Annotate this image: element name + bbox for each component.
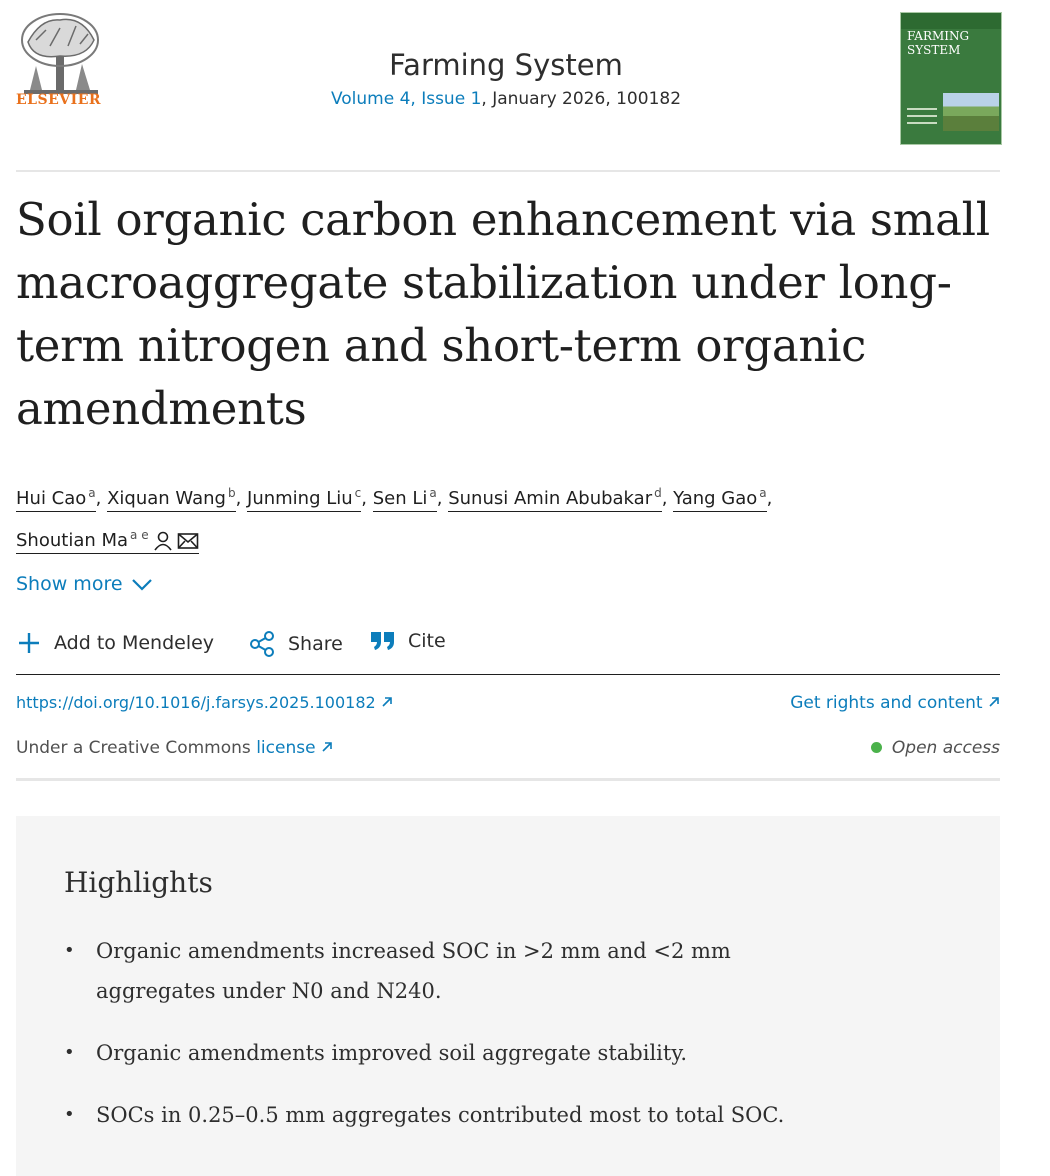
issue-date-number: , January 2026, 100182 xyxy=(481,89,682,109)
license-row xyxy=(16,738,1000,781)
journal-cover-image[interactable] xyxy=(900,12,1002,145)
license-link[interactable]: license xyxy=(256,738,333,758)
highlights-section xyxy=(16,816,1000,1176)
author-link[interactable]: Yang Gao $^a$ xyxy=(673,488,766,512)
doi-link[interactable]: https://doi.org/10.1016/j.farsys.2025.100182 xyxy=(16,693,393,712)
journal-header xyxy=(16,0,1000,172)
cover-text-lines xyxy=(907,108,937,129)
cover-top-band xyxy=(901,13,1001,29)
author-link[interactable]: Sunusi Amin Abubakar $^d$ xyxy=(448,488,662,512)
author-link[interactable]: Sen Li $^a$ xyxy=(373,488,437,512)
open-access-dot-icon xyxy=(871,742,882,753)
cite-button[interactable]: Cite xyxy=(370,630,446,652)
author-link[interactable]: Xiquan Wang $^b$ xyxy=(107,488,235,512)
plus-icon xyxy=(16,630,42,656)
external-link-icon xyxy=(988,696,1000,708)
author-link[interactable]: Junming Liu $^c$ xyxy=(247,488,361,512)
cover-title: FARMING SYSTEM xyxy=(907,29,970,57)
publisher-wordmark: ELSEVIER xyxy=(16,92,102,108)
issue-link[interactable]: Volume 4, Issue 1 xyxy=(330,89,482,109)
author-link[interactable]: Hui Cao $^a$ xyxy=(16,488,96,512)
highlight-item: • Organic amendments improved soil aggregate stability. xyxy=(64,1033,824,1073)
author-link-corresponding[interactable]: Shoutian Ma $^{a e}$ xyxy=(16,530,199,554)
share-button[interactable]: Share xyxy=(248,630,343,658)
highlight-item: • SOCs in 0.25–0.5 mm aggregates contributed most to total SOC. xyxy=(64,1095,824,1135)
email-icon xyxy=(177,532,199,550)
share-icon xyxy=(248,630,276,658)
chevron-down-icon xyxy=(131,578,153,592)
highlight-item: • Organic amendments increased SOC in >2 mm and <2 mm aggregates under N0 and N240. xyxy=(64,931,824,1011)
get-rights-link[interactable]: Get rights and content xyxy=(790,693,1000,713)
journal-info xyxy=(256,45,756,109)
highlights-heading: Highlights xyxy=(64,866,213,899)
article-title: Soil organic carbon enhancement via small macroaggregate stabilization under long-term nitrogen and short-term organic amendments xyxy=(16,193,990,435)
journal-title[interactable]: Farming System xyxy=(389,48,623,82)
journal-issue xyxy=(256,89,756,109)
article-toolbar xyxy=(16,626,1000,675)
highlights-list xyxy=(64,931,824,1157)
external-link-icon xyxy=(381,696,393,708)
external-link-icon xyxy=(321,741,333,753)
add-to-mendeley-button[interactable]: Add to Mendeley xyxy=(16,630,214,656)
license-text: Under a Creative Commons license xyxy=(16,738,333,758)
open-access-badge: Open access xyxy=(871,738,1000,758)
show-more-button[interactable]: Show more xyxy=(16,573,153,595)
person-icon xyxy=(153,531,173,551)
author-list: Hui Cao $^a$, Xiquan Wang $^b$, Junming Liu $^c$, Sen Li $^a$, Sunusi Amin Abubakar $^d$, Yang Gao $^a$, Shoutian Ma $^{a e}$ xyxy=(16,475,1000,559)
cover-field-photo xyxy=(943,93,999,131)
doi-row xyxy=(16,693,1000,717)
quote-icon xyxy=(370,630,396,652)
